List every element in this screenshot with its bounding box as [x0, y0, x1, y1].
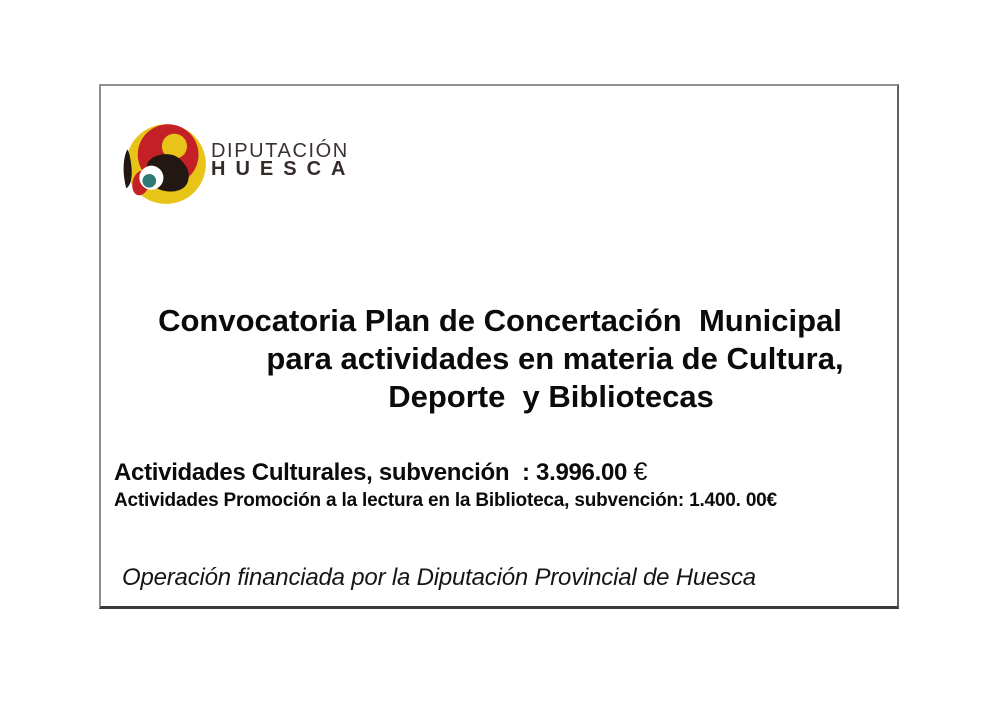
logo-org-name-line2: HUESCA [211, 158, 356, 180]
diputacion-huesca-logo-icon [121, 118, 209, 206]
notice-title-line2: para actividades en materia de Cultura, [266, 341, 844, 376]
euro-symbol: € [633, 458, 648, 486]
grant-line-cultural-activities [114, 460, 647, 485]
notice-title-line3: Deporte y Bibliotecas [388, 379, 714, 414]
logo-org-name-line1: DIPUTACIÓN [211, 140, 349, 162]
grant-line-cultural-activities-text: Actividades Culturales, subvención : 3.996.00 [114, 459, 634, 486]
funding-statement: Operación financiada por la Diputación Provincial de Huesca [122, 564, 756, 591]
notice-card [99, 84, 899, 609]
grant-line-library-reading [114, 491, 777, 510]
notice-title-line1: Convocatoria Plan de Concertación Municipal [158, 303, 842, 338]
grant-line-library-reading-text: Actividades Promoción a la lectura en la Biblioteca, subvención: 1.400. 00€ [114, 490, 777, 511]
